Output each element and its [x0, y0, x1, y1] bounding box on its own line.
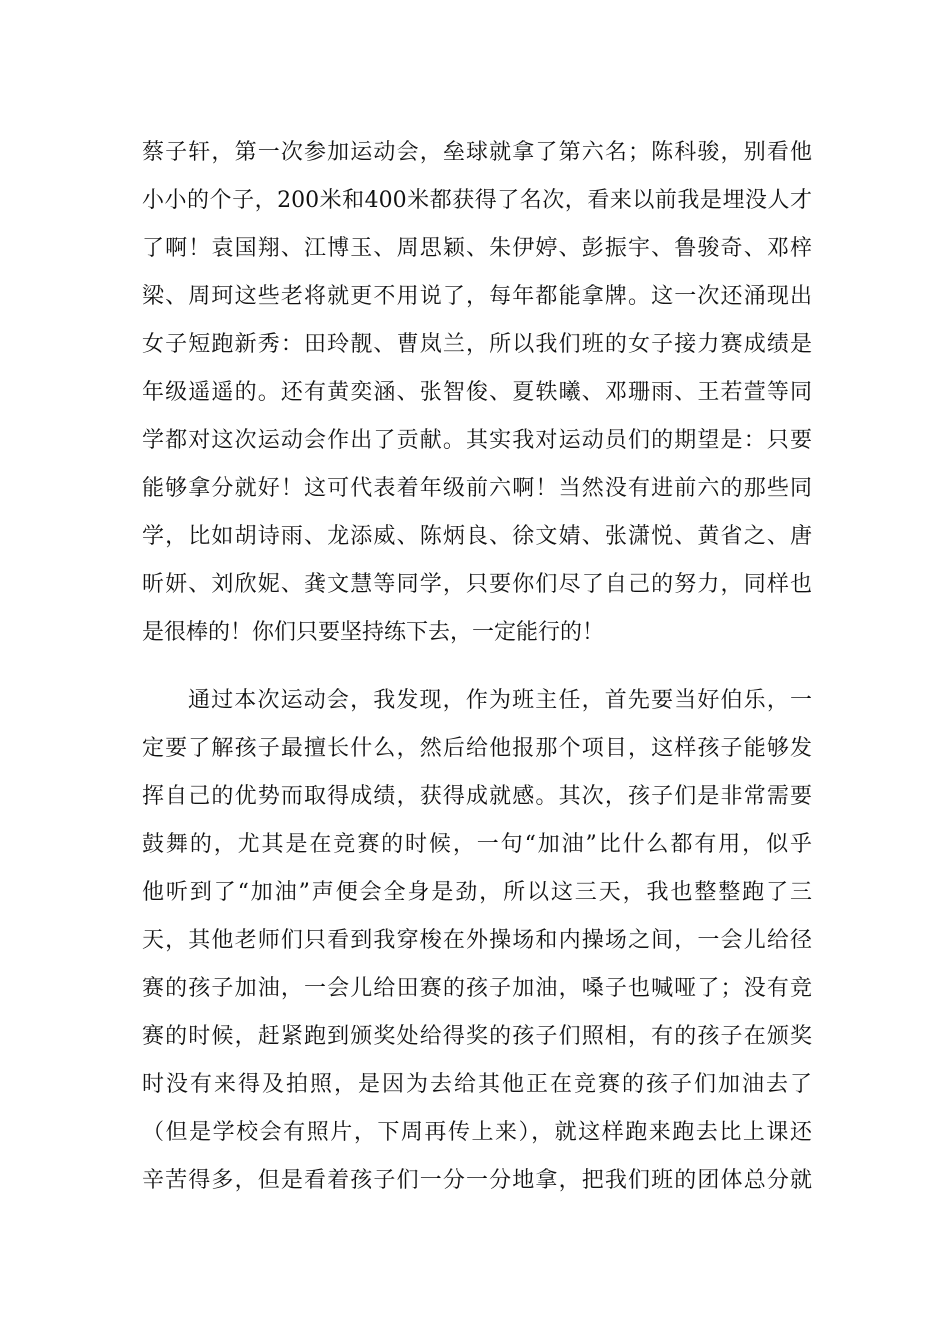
text-line: 赛的时候，赶紧跑到颁奖处给得奖的孩子们照相，有的孩子在颁奖: [142, 1024, 812, 1049]
text-line: 他听到了“加油”声便会全身是劲，所以这三天，我也整整跑了三: [142, 880, 812, 905]
paragraph-reflection: [142, 677, 812, 1205]
text-line: 定要了解孩子最擅长什么，然后给他报那个项目，这样孩子能够发: [142, 736, 812, 761]
text-line: 年级遥遥的。还有黄奕涵、张智俊、夏轶曦、邓珊雨、王若萱等同: [142, 380, 812, 405]
text-line: 辛苦得多，但是看着孩子们一分一分地拿，把我们班的团体总分就: [142, 1168, 812, 1193]
text-line: 鼓舞的，尤其是在竞赛的时候，一句“加油”比什么都有用，似乎: [142, 832, 812, 857]
text-line: （但是学校会有照片，下周再传上来），就这样跑来跑去比上课还: [142, 1120, 812, 1145]
paragraph-athletes: [142, 129, 812, 657]
text-line: 学，比如胡诗雨、龙添威、陈炳良、徐文婧、张潇悦、黄省之、唐: [142, 524, 812, 549]
text-line: 能够拿分就好！这可代表着年级前六啊！当然没有进前六的那些同: [142, 476, 812, 501]
text-line: 是很棒的！你们只要坚持练下去，一定能行的！: [142, 620, 605, 645]
text-line: 小小的个子，200米和400米都获得了名次，看来以前我是埋没人才: [142, 188, 813, 213]
text-line: 通过本次运动会，我发现，作为班主任，首先要当好伯乐，一: [188, 688, 812, 713]
text-line: 天，其他老师们只看到我穿梭在外操场和内操场之间，一会儿给径: [142, 928, 812, 953]
text-line: 学都对这次运动会作出了贡献。其实我对运动员们的期望是：只要: [142, 428, 812, 453]
text-line: 梁、周珂这些老将就更不用说了，每年都能拿牌。这一次还涌现出: [142, 284, 812, 309]
text-line: 时没有来得及拍照，是因为去给其他正在竞赛的孩子们加油去了: [142, 1072, 812, 1097]
text-line: 昕妍、刘欣妮、龚文慧等同学，只要你们尽了自己的努力，同样也: [142, 572, 812, 597]
text-line: 挥自己的优势而取得成绩，获得成就感。其次，孩子们是非常需要: [142, 784, 812, 809]
text-line: 女子短跑新秀：田玲靓、曹岚兰，所以我们班的女子接力赛成绩是: [142, 332, 812, 357]
text-line: 蔡子轩，第一次参加运动会，垒球就拿了第六名；陈科骏，别看他: [142, 140, 812, 165]
text-line: 了啊！袁国翔、江博玉、周思颖、朱伊婷、彭振宇、鲁骏奇、邓梓: [142, 236, 812, 261]
text-line: 赛的孩子加油，一会儿给田赛的孩子加油，嗓子也喊哑了；没有竞: [142, 976, 812, 1001]
